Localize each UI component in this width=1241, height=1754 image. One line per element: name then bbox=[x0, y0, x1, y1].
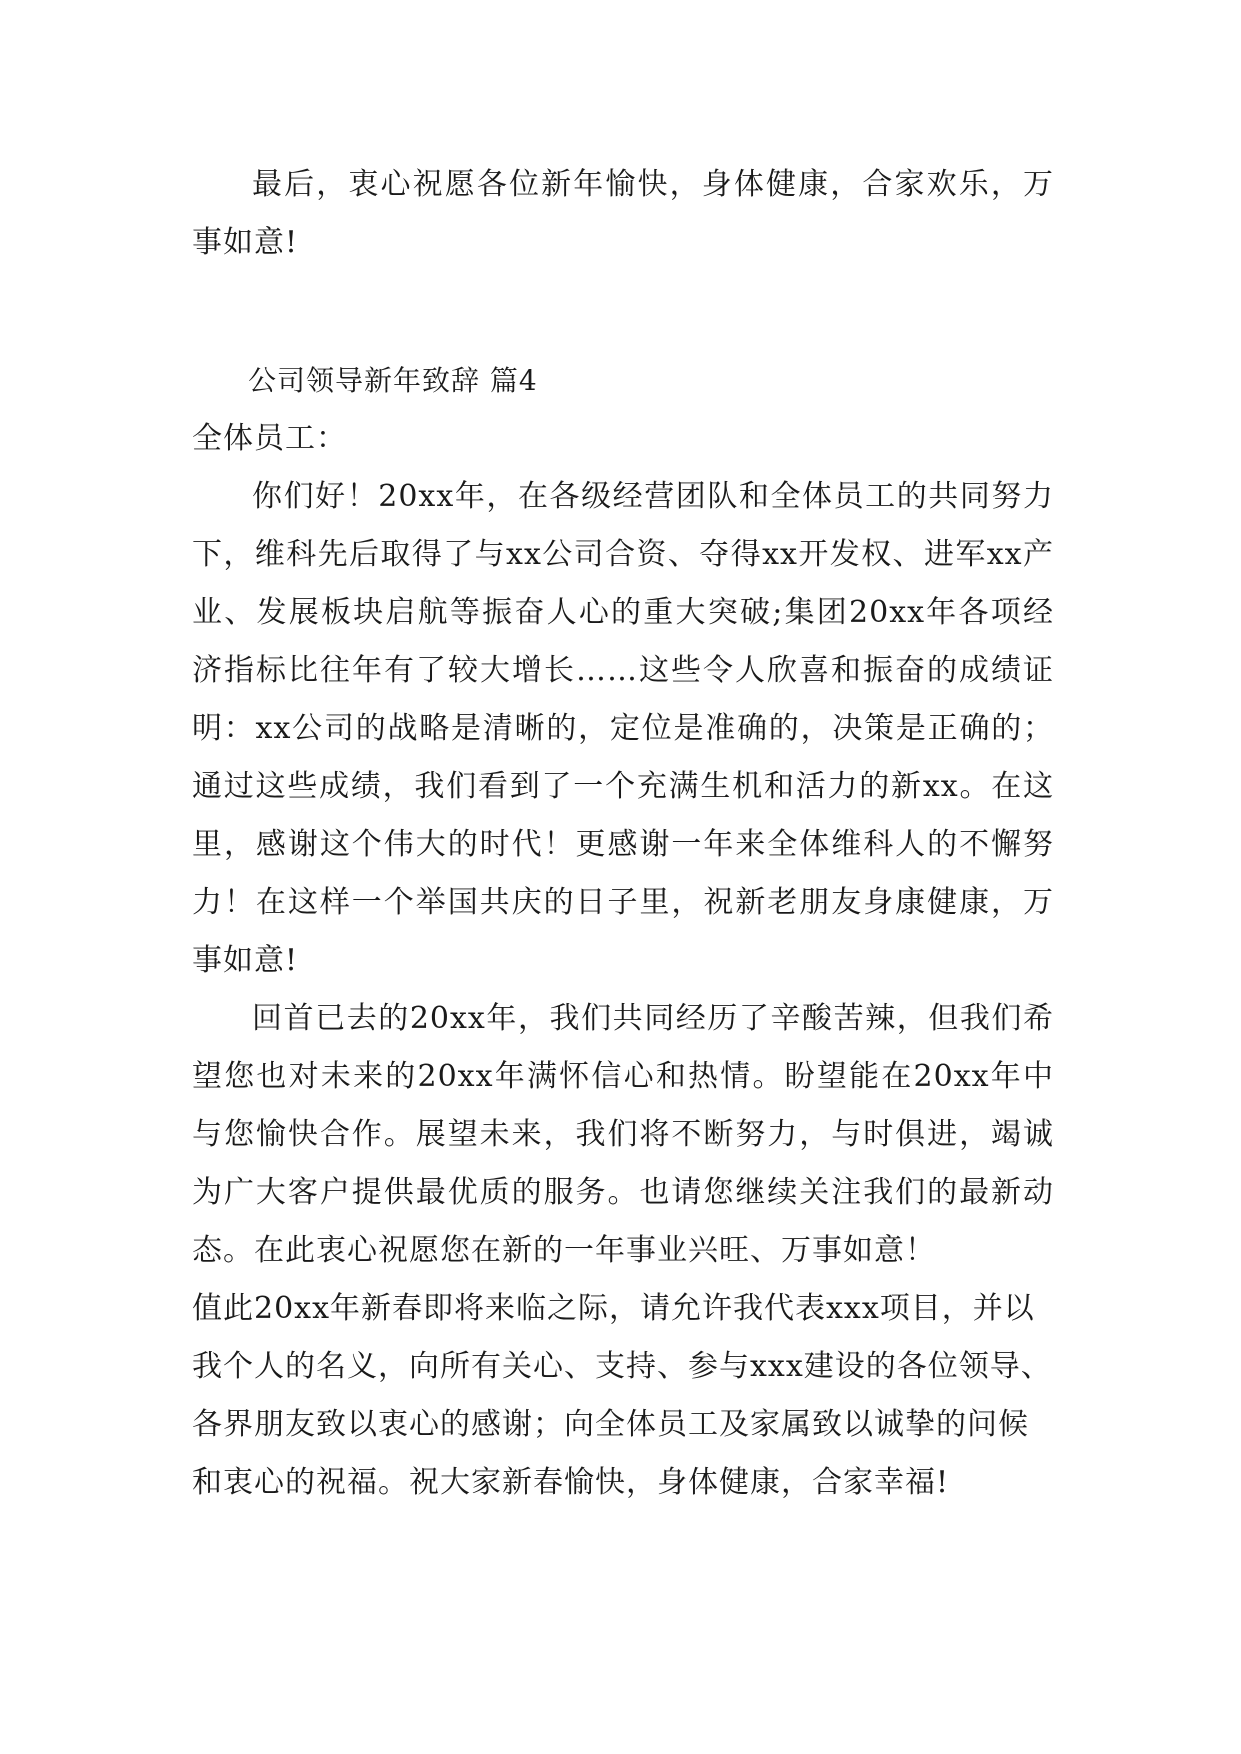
section-title: 公司领导新年致辞 篇4 bbox=[248, 364, 538, 397]
section-gap bbox=[192, 272, 1054, 352]
salutation: 全体员工： bbox=[192, 421, 347, 456]
final-paragraph: 值此20xx年新春即将来临之际，请允许我代表xxx项目，并以我个人的名义，向所有关心、支持、参与xxx建设的各位领导、各界朋友致以衷心的感谢；向全体员工及家属致以诚挚的问候和衷心的祝福。祝大家新春愉快，身体健康，合家幸福! bbox=[192, 1291, 1052, 1500]
body-paragraph-2: 回首已去的20xx年，我们共同经历了辛酸苦辣，但我们希望您也对未来的20xx年满怀信心和热情。盼望能在20xx年中与您愉快合作。展望未来，我们将不断努力，与时俱进，竭诚为广大客户提供最优质的服务。也请您继续关注我们的最新动态。在此衷心祝愿您在新的一年事业兴旺、万事如意！ bbox=[192, 1001, 1054, 1268]
closing-paragraph: 最后，衷心祝愿各位新年愉快，身体健康，合家欢乐，万事如意! bbox=[192, 167, 1054, 260]
document-body bbox=[192, 156, 1054, 1512]
body-paragraph-1: 你们好！20xx年，在各级经营团队和全体员工的共同努力下，维科先后取得了与xx公司合资、夺得xx开发权、进军xx产业、发展板块启航等振奋人心的重大突破;集团20xx年各项经济指标比往年有了较大增长……这些令人欣喜和振奋的成绩证明：xx公司的战略是清晰的，定位是准确的，决策是正确的；通过这些成绩，我们看到了一个充满生机和活力的新xx。在这里，感谢这个伟大的时代！更感谢一年来全体维科人的不懈努力！在这样一个举国共庆的日子里，祝新老朋友身康健康，万事如意! bbox=[192, 479, 1054, 978]
